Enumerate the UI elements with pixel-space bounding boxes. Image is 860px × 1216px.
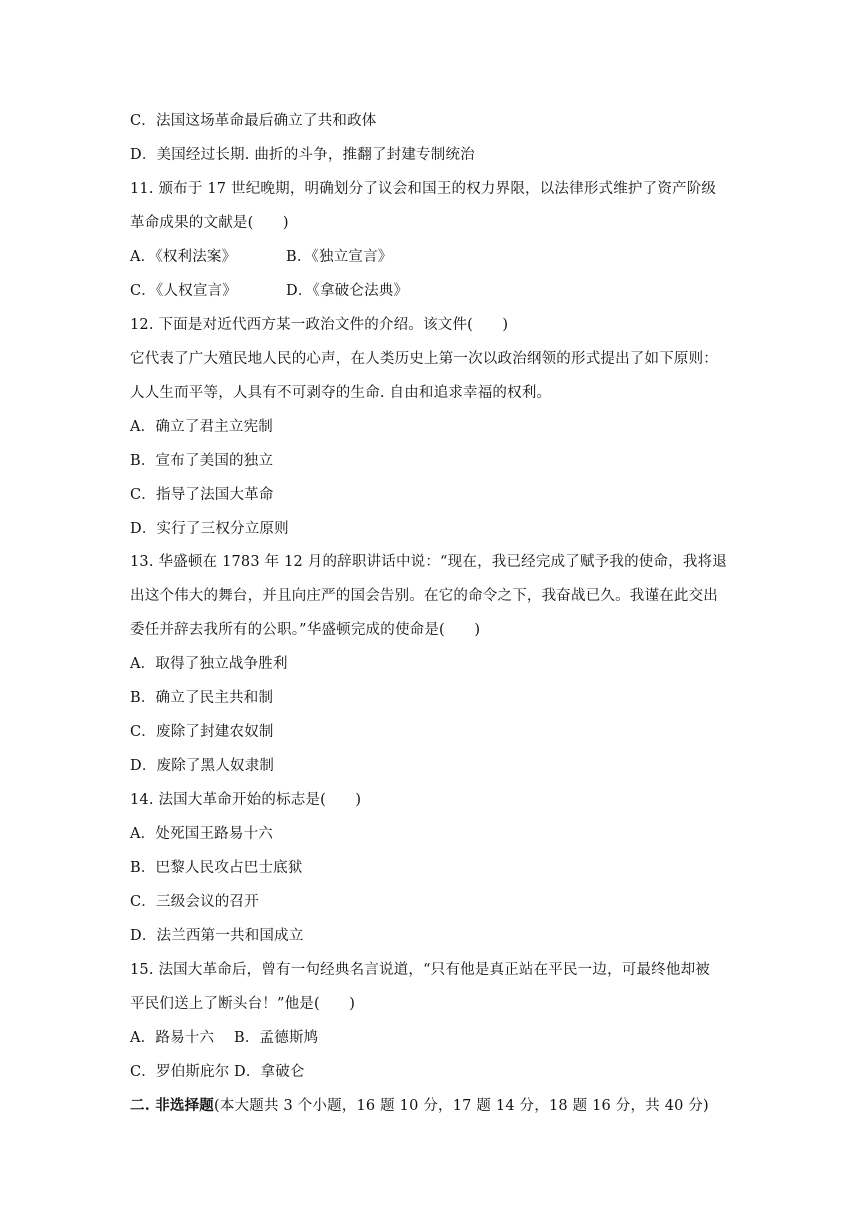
q14-option-d: D．法兰西第一共和国成立 <box>130 928 304 944</box>
q15-stem-line-2: 平民们送上了断头台！”他是( ) <box>130 996 356 1012</box>
q11-stem-line-1: 11. 颁布于 17 世纪晚期，明确划分了议会和国王的权力界限，以法律形式维护了资产阶级 <box>130 181 717 197</box>
q14-option-c: C．三级会议的召开 <box>130 894 259 910</box>
q11-option-a: A．《权利法案》 <box>130 249 237 265</box>
q11-options-row-2 <box>130 281 740 301</box>
q13-stem-line-2: 出这个伟大的舞台，并且向庄严的国会告别。在它的命令之下，我奋战已久。我谨在此交出 <box>130 588 718 604</box>
q15-stem-line-1: 15. 法国大革命后，曾有一句经典名言说道，“只有他是真正站在平民一边，可最终他却被 <box>130 962 710 978</box>
q13-stem-line-1: 13. 华盛顿在 1783 年 12 月的辞职讲话中说：“现在，我已经完成了赋予我的使命，我将退 <box>130 554 727 570</box>
q11-options-row-1 <box>130 247 740 267</box>
q13-option-d: D．废除了黑人奴隶制 <box>130 758 275 774</box>
q15-option-b: B．孟德斯鸠 <box>234 1030 319 1046</box>
q15-options-row-2 <box>130 1062 740 1082</box>
q14-option-b: B．巴黎人民攻占巴士底狱 <box>130 860 303 876</box>
q12-stem-line-2: 它代表了广大殖民地人民的心声，在人类历史上第一次以政治纲领的形式提出了如下原则： <box>130 351 718 367</box>
q10-option-c: C．法国这场革命最后确立了共和政体 <box>130 113 377 129</box>
q15-option-a: A．路易十六 <box>130 1030 215 1046</box>
q11-stem-line-2: 革命成果的文献是( ) <box>130 215 289 231</box>
q12-stem-line-3: 人人生而平等，人具有不可剥夺的生命. 自由和追求幸福的权利。 <box>130 385 552 401</box>
section-2-heading <box>130 1096 740 1116</box>
q15-option-d: D．拿破仑 <box>234 1064 305 1080</box>
q11-option-c: C．《人权宣言》 <box>130 283 237 299</box>
q11-option-d: D．《拿破仑法典》 <box>286 283 409 299</box>
q13-option-b: B．确立了民主共和制 <box>130 690 274 706</box>
q14-stem: 14. 法国大革命开始的标志是( ) <box>130 792 362 808</box>
q13-stem-line-3: 委任并辞去我所有的公职。”华盛顿完成的使命是( ) <box>130 622 481 638</box>
q10-option-d: D．美国经过长期. 曲折的斗争，推翻了封建专制统治 <box>130 147 475 163</box>
section-2-description: (本大题共 3 个小题，16 题 10 分，17 题 14 分，18 题 16 分，共 40 分) <box>214 1098 709 1114</box>
q13-option-c: C．废除了封建农奴制 <box>130 724 274 740</box>
q15-option-c: C．罗伯斯庇尔 <box>130 1064 230 1080</box>
q12-option-c: C．指导了法国大革命 <box>130 487 274 503</box>
q12-stem-line-1: 12. 下面是对近代西方某一政治文件的介绍。该文件( ) <box>130 317 509 333</box>
q12-option-a: A．确立了君主立宪制 <box>130 419 273 435</box>
q12-option-b: B．宣布了美国的独立 <box>130 453 274 469</box>
q15-options-row-1 <box>130 1028 740 1048</box>
q11-option-b: B．《独立宣言》 <box>286 249 393 265</box>
q12-option-d: D．实行了三权分立原则 <box>130 521 289 537</box>
q14-option-a: A．处死国王路易十六 <box>130 826 273 842</box>
section-2-title: 二. 非选择题 <box>130 1097 214 1114</box>
q13-option-a: A．取得了独立战争胜利 <box>130 656 288 672</box>
